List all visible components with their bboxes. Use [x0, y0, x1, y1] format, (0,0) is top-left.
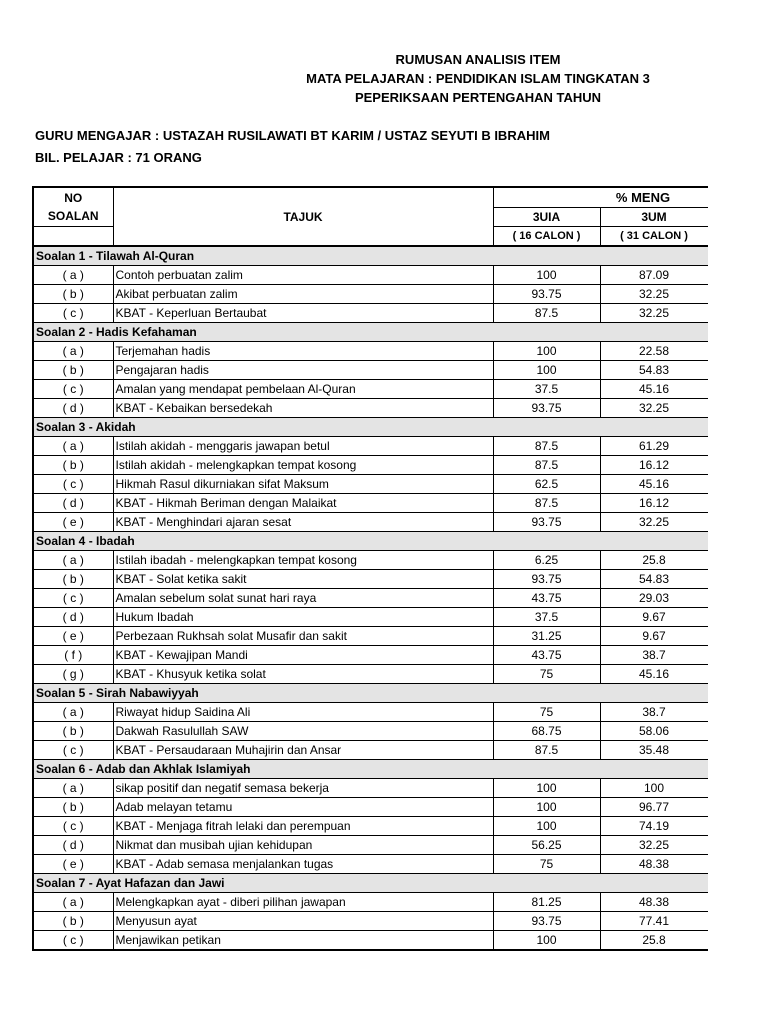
value-3um: 25.8	[600, 931, 708, 951]
table-row	[33, 608, 708, 627]
header-no-line1: NO	[64, 191, 83, 205]
value-3um: 32.25	[600, 304, 708, 323]
table-row	[33, 342, 708, 361]
item-topic: Perbezaan Rukhsah solat Musafir dan sakit	[113, 627, 493, 646]
section-title: Soalan 5 - Sirah Nabawiyyah	[33, 684, 708, 703]
value-3um: 32.25	[600, 399, 708, 418]
table-row	[33, 437, 708, 456]
table-row	[33, 741, 708, 760]
table-row	[33, 475, 708, 494]
item-number: ( f )	[33, 646, 113, 665]
analysis-table-viewport	[32, 186, 708, 954]
table-row	[33, 893, 708, 912]
section-title: Soalan 4 - Ibadah	[33, 532, 708, 551]
item-number: ( g )	[33, 665, 113, 684]
item-number: ( b )	[33, 722, 113, 741]
value-3uia: 37.5	[493, 608, 600, 627]
table-row	[33, 646, 708, 665]
section-row	[33, 760, 708, 779]
item-topic: Istilah akidah - melengkapkan tempat kosong	[113, 456, 493, 475]
item-number: ( c )	[33, 741, 113, 760]
value-3uia: 93.75	[493, 912, 600, 931]
table-row	[33, 817, 708, 836]
section-title: Soalan 1 - Tilawah Al-Quran	[33, 246, 708, 266]
item-number: ( c )	[33, 304, 113, 323]
header-no-soalan	[33, 187, 113, 227]
item-topic: Amalan sebelum solat sunat hari raya	[113, 589, 493, 608]
item-number: ( a )	[33, 551, 113, 570]
item-number: ( a )	[33, 779, 113, 798]
value-3uia: 100	[493, 342, 600, 361]
value-3uia: 100	[493, 779, 600, 798]
value-3um: 16.12	[600, 456, 708, 475]
item-topic: KBAT - Hikmah Beriman dengan Malaikat	[113, 494, 493, 513]
table-row	[33, 399, 708, 418]
item-topic: Hukum Ibadah	[113, 608, 493, 627]
item-number: ( c )	[33, 380, 113, 399]
value-3um: 32.25	[600, 513, 708, 532]
section-row	[33, 874, 708, 893]
value-3uia: 100	[493, 266, 600, 285]
value-3uia: 75	[493, 665, 600, 684]
value-3um: 54.83	[600, 361, 708, 380]
item-topic: Dakwah Rasulullah SAW	[113, 722, 493, 741]
value-3um: 58.06	[600, 722, 708, 741]
value-3uia: 100	[493, 798, 600, 817]
item-topic: Nikmat dan musibah ujian kehidupan	[113, 836, 493, 855]
teacher-info: GURU MENGAJAR : USTAZAH RUSILAWATI BT KARIM / USTAZ SEYUTI B IBRAHIM	[35, 128, 550, 143]
table-row	[33, 665, 708, 684]
item-number: ( a )	[33, 266, 113, 285]
table-row	[33, 722, 708, 741]
item-topic: KBAT - Persaudaraan Muhajirin dan Ansar	[113, 741, 493, 760]
value-3uia: 93.75	[493, 285, 600, 304]
value-3um: 32.25	[600, 836, 708, 855]
item-number: ( a )	[33, 893, 113, 912]
item-topic: Istilah akidah - menggaris jawapan betul	[113, 437, 493, 456]
header-percent-group: % MENG	[493, 187, 708, 208]
item-number: ( d )	[33, 836, 113, 855]
value-3um: 54.83	[600, 570, 708, 589]
item-topic: KBAT - Solat ketika sakit	[113, 570, 493, 589]
item-topic: KBAT - Menghindari ajaran sesat	[113, 513, 493, 532]
value-3um: 32.25	[600, 285, 708, 304]
value-3um: 16.12	[600, 494, 708, 513]
item-topic: Amalan yang mendapat pembelaan Al-Quran	[113, 380, 493, 399]
header-3um: 3UM	[600, 208, 708, 227]
value-3uia: 75	[493, 855, 600, 874]
value-3um: 35.48	[600, 741, 708, 760]
item-topic: Riwayat hidup Saidina Ali	[113, 703, 493, 722]
header-no-line2: SOALAN	[47, 209, 99, 223]
table-row	[33, 589, 708, 608]
value-3uia: 100	[493, 817, 600, 836]
item-number: ( d )	[33, 399, 113, 418]
table-row	[33, 703, 708, 722]
value-3um: 45.16	[600, 665, 708, 684]
item-topic: Hikmah Rasul dikurniakan sifat Maksum	[113, 475, 493, 494]
value-3um: 25.8	[600, 551, 708, 570]
report-title: RUMUSAN ANALISIS ITEM	[395, 52, 561, 67]
value-3uia: 93.75	[493, 399, 600, 418]
value-3uia: 43.75	[493, 646, 600, 665]
item-topic: Menyusun ayat	[113, 912, 493, 931]
value-3um: 61.29	[600, 437, 708, 456]
table-row	[33, 513, 708, 532]
table-row	[33, 304, 708, 323]
value-3um: 22.58	[600, 342, 708, 361]
item-topic: Pengajaran hadis	[113, 361, 493, 380]
item-topic: KBAT - Kebaikan bersedekah	[113, 399, 493, 418]
value-3um: 38.7	[600, 646, 708, 665]
section-row	[33, 418, 708, 437]
value-3uia: 93.75	[493, 570, 600, 589]
value-3uia: 31.25	[493, 627, 600, 646]
value-3um: 100	[600, 779, 708, 798]
student-count: BIL. PELAJAR : 71 ORANG	[35, 150, 202, 165]
item-topic: Terjemahan hadis	[113, 342, 493, 361]
item-number: ( e )	[33, 513, 113, 532]
value-3um: 48.38	[600, 893, 708, 912]
value-3uia: 87.5	[493, 456, 600, 475]
table-row	[33, 627, 708, 646]
value-3uia: 87.5	[493, 437, 600, 456]
value-3um: 9.67	[600, 627, 708, 646]
value-3uia: 100	[493, 931, 600, 951]
value-3um: 45.16	[600, 380, 708, 399]
table-row	[33, 361, 708, 380]
value-3uia: 43.75	[493, 589, 600, 608]
item-topic: Istilah ibadah - melengkapkan tempat kosong	[113, 551, 493, 570]
item-number: ( b )	[33, 570, 113, 589]
value-3um: 96.77	[600, 798, 708, 817]
report-exam: PEPERIKSAAN PERTENGAHAN TAHUN	[354, 90, 602, 105]
value-3um: 48.38	[600, 855, 708, 874]
item-topic: Menjawikan petikan	[113, 931, 493, 951]
item-topic: Contoh perbuatan zalim	[113, 266, 493, 285]
value-3um: 38.7	[600, 703, 708, 722]
item-number: ( c )	[33, 931, 113, 951]
value-3uia: 87.5	[493, 741, 600, 760]
header-no-blank	[33, 227, 113, 247]
item-topic: KBAT - Menjaga fitrah lelaki dan perempuan	[113, 817, 493, 836]
section-title: Soalan 7 - Ayat Hafazan dan Jawi	[33, 874, 708, 893]
value-3um: 29.03	[600, 589, 708, 608]
value-3uia: 87.5	[493, 494, 600, 513]
header-3uia: 3UIA	[493, 208, 600, 227]
item-topic: KBAT - Adab semasa menjalankan tugas	[113, 855, 493, 874]
value-3um: 87.09	[600, 266, 708, 285]
value-3uia: 87.5	[493, 304, 600, 323]
table-row	[33, 266, 708, 285]
header-3uia-sub: ( 16 CALON )	[493, 227, 600, 247]
item-topic: sikap positif dan negatif semasa bekerja	[113, 779, 493, 798]
value-3um: 9.67	[600, 608, 708, 627]
value-3um: 45.16	[600, 475, 708, 494]
item-topic: Adab melayan tetamu	[113, 798, 493, 817]
item-topic: KBAT - Khusyuk ketika solat	[113, 665, 493, 684]
table-body	[33, 246, 708, 950]
value-3uia: 93.75	[493, 513, 600, 532]
table-row	[33, 779, 708, 798]
table-row	[33, 855, 708, 874]
section-title: Soalan 3 - Akidah	[33, 418, 708, 437]
item-number: ( e )	[33, 855, 113, 874]
table-row	[33, 380, 708, 399]
table-row	[33, 798, 708, 817]
item-number: ( a )	[33, 342, 113, 361]
table-row	[33, 494, 708, 513]
item-topic: Melengkapkan ayat - diberi pilihan jawapan	[113, 893, 493, 912]
table-row	[33, 551, 708, 570]
value-3um: 77.41	[600, 912, 708, 931]
table-row	[33, 285, 708, 304]
analysis-table	[32, 186, 708, 951]
value-3uia: 6.25	[493, 551, 600, 570]
section-title: Soalan 6 - Adab dan Akhlak Islamiyah	[33, 760, 708, 779]
section-row	[33, 323, 708, 342]
item-number: ( c )	[33, 817, 113, 836]
item-number: ( b )	[33, 798, 113, 817]
item-topic: Akibat perbuatan zalim	[113, 285, 493, 304]
item-number: ( b )	[33, 285, 113, 304]
section-title: Soalan 2 - Hadis Kefahaman	[33, 323, 708, 342]
header-3um-sub: ( 31 CALON )	[600, 227, 708, 247]
item-number: ( c )	[33, 589, 113, 608]
report-subject: MATA PELAJARAN : PENDIDIKAN ISLAM TINGKATAN 3	[306, 71, 650, 86]
value-3uia: 68.75	[493, 722, 600, 741]
table-row	[33, 912, 708, 931]
header-tajuk: TAJUK	[113, 187, 493, 246]
value-3uia: 56.25	[493, 836, 600, 855]
value-3uia: 75	[493, 703, 600, 722]
value-3um: 74.19	[600, 817, 708, 836]
item-number: ( e )	[33, 627, 113, 646]
table-row	[33, 456, 708, 475]
section-row	[33, 532, 708, 551]
item-number: ( b )	[33, 361, 113, 380]
report-titles	[250, 50, 706, 107]
item-topic: KBAT - Keperluan Bertaubat	[113, 304, 493, 323]
value-3uia: 62.5	[493, 475, 600, 494]
item-number: ( d )	[33, 494, 113, 513]
value-3uia: 100	[493, 361, 600, 380]
item-number: ( c )	[33, 475, 113, 494]
item-number: ( a )	[33, 437, 113, 456]
item-number: ( a )	[33, 703, 113, 722]
table-row	[33, 931, 708, 951]
item-number: ( b )	[33, 912, 113, 931]
section-row	[33, 684, 708, 703]
section-row	[33, 246, 708, 266]
value-3uia: 37.5	[493, 380, 600, 399]
item-number: ( b )	[33, 456, 113, 475]
value-3uia: 81.25	[493, 893, 600, 912]
item-number: ( d )	[33, 608, 113, 627]
item-topic: KBAT - Kewajipan Mandi	[113, 646, 493, 665]
table-row	[33, 836, 708, 855]
table-row	[33, 570, 708, 589]
